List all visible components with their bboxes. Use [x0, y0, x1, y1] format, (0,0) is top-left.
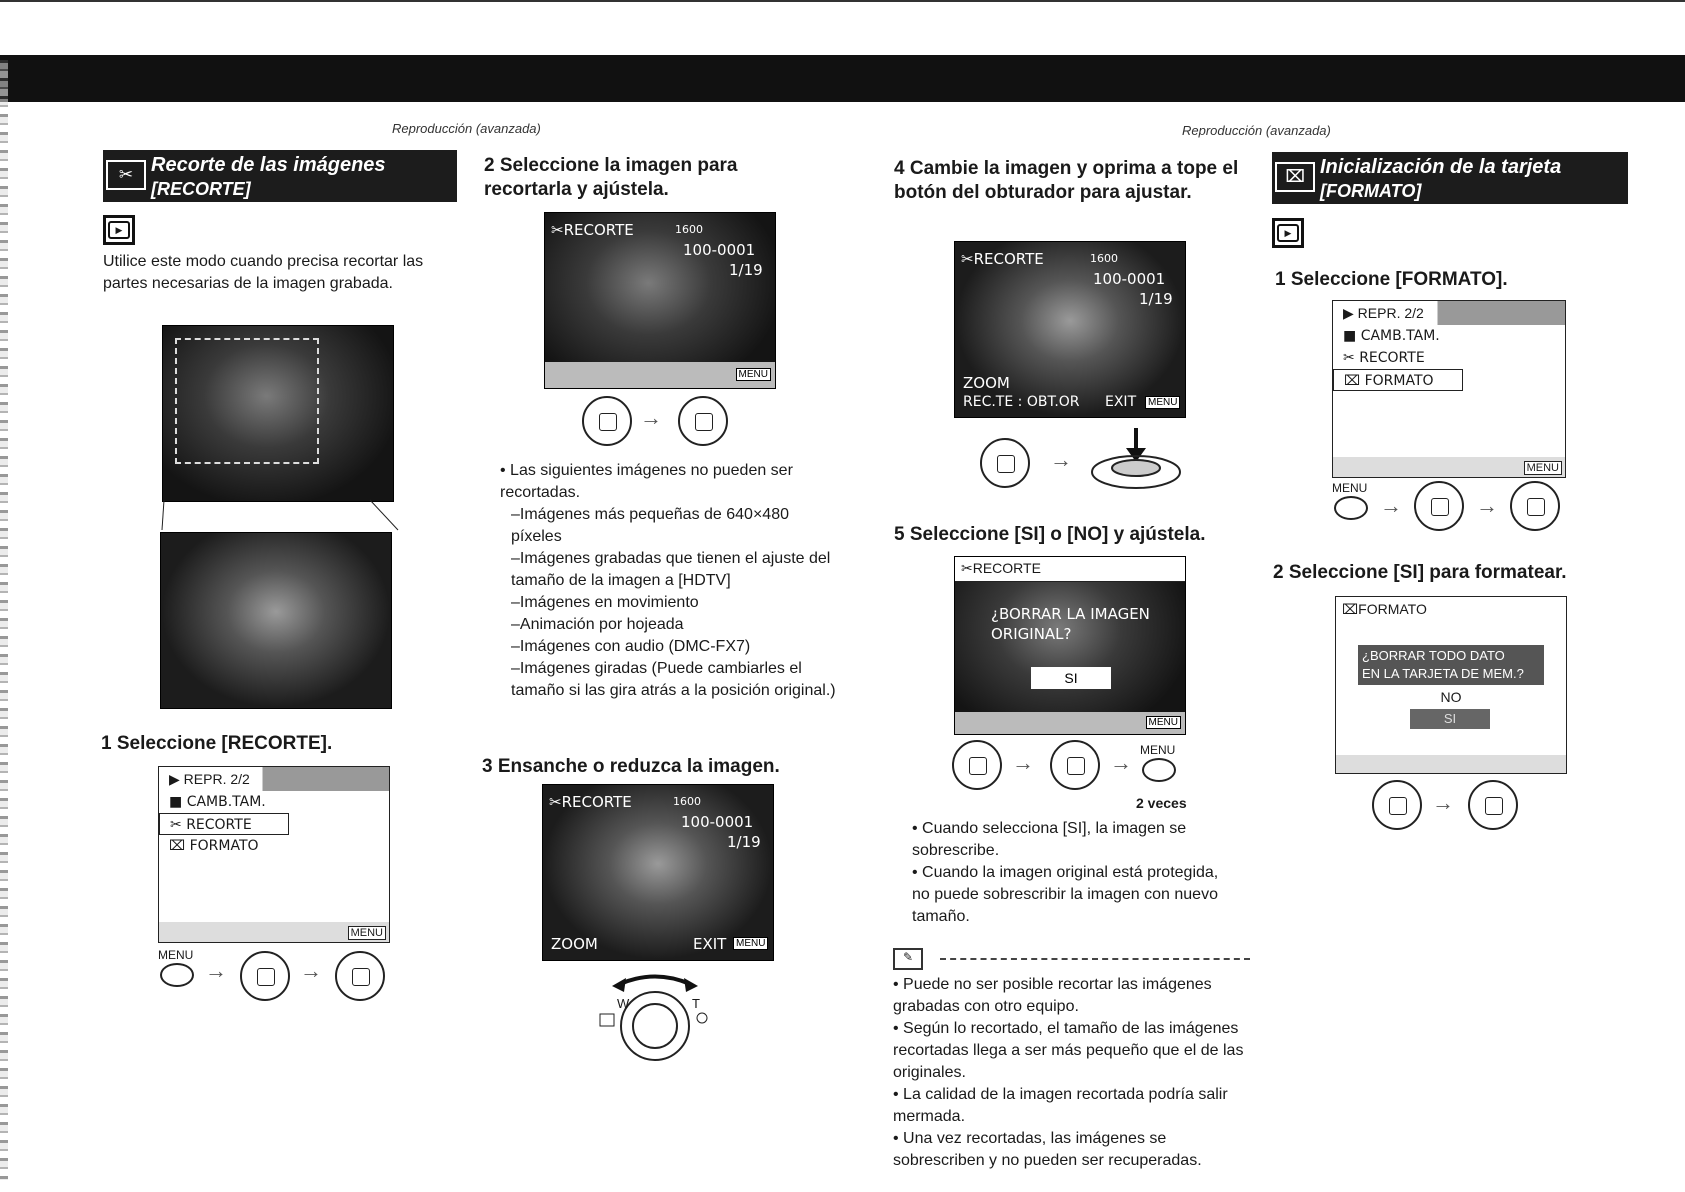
menu-item-format[interactable]	[1333, 369, 1463, 391]
section-title-recorte	[103, 150, 457, 202]
zoom-tele-label: T	[692, 996, 700, 1011]
menu-item-resize[interactable]	[159, 791, 389, 813]
menu-button-label: MENU	[158, 948, 194, 962]
question-line1: ¿BORRAR TODO DATO	[1362, 648, 1505, 663]
intro-text: Utilice este modo cuando precisa recortar las partes necesarias de la imagen grabada.	[103, 253, 424, 292]
note-item: • Puede no ser posible recortar las imágenes grabadas con otro equipo.	[893, 976, 1212, 1015]
dpad-up-down[interactable]	[952, 740, 1002, 790]
menu-page: 2/2	[1404, 305, 1424, 321]
playback-mode-icon: ▶	[103, 215, 135, 245]
exclusion-item: –Imágenes más pequeñas de 640×480 píxeles	[511, 506, 789, 545]
screen-format-confirm	[1335, 596, 1567, 774]
option-si[interactable]: SI	[1031, 667, 1111, 689]
arrow-icon: →	[1012, 750, 1034, 775]
screen-overwrite	[954, 556, 1186, 735]
playback-mode-icon: ▶	[1272, 218, 1304, 248]
menu-item-label: FORMATO	[1364, 373, 1434, 389]
step-2-heading	[1273, 561, 1567, 585]
dpad-right[interactable]	[1510, 481, 1560, 531]
format-question	[1358, 645, 1544, 685]
photo-cropped	[160, 532, 392, 709]
menu-head-label: REPR.	[183, 771, 227, 787]
format-icon: ⌧	[169, 838, 190, 854]
bullet-item: • Cuando la imagen original está protegida, no puede sobrescribir la imagen con nuevo tamaño.	[912, 864, 1219, 925]
arrow-icon: →	[1380, 493, 1402, 518]
arrow-icon: →	[1110, 750, 1132, 775]
option-si[interactable]: SI	[1410, 709, 1490, 729]
header-bar	[0, 55, 1685, 102]
arrow-icon: →	[1050, 447, 1072, 472]
play-icon: ▶	[1343, 305, 1354, 321]
question-line2: EN LA TARJETA DE MEM.?	[1362, 666, 1524, 681]
step-number: 1	[1275, 269, 1286, 290]
bullet-intro: • Las siguientes imágenes no pueden ser recortadas.	[500, 462, 793, 501]
exclusion-item: –Animación por hojeada	[511, 616, 684, 633]
menu-label: MENU	[733, 937, 768, 950]
screen-footer	[1336, 755, 1566, 773]
bullet-text: Cuando la imagen original está protegida, no puede sobrescribir la imagen con nuevo tamaño.	[912, 864, 1219, 925]
screen-mode-label: RECORTE	[973, 250, 1044, 268]
question-line2: ORIGINAL?	[991, 625, 1072, 643]
note-text: Puede no ser posible recortar las imágenes grabadas con otro equipo.	[893, 976, 1212, 1015]
step-4-heading	[894, 157, 1254, 205]
exit-label: EXIT	[693, 935, 727, 953]
option-no[interactable]: NO	[1440, 689, 1462, 705]
scissors-icon: ✂	[1343, 350, 1360, 366]
bullet-item: • Cuando selecciona [SI], la imagen se sobrescribe.	[912, 820, 1187, 859]
arrow-icon: →	[1432, 790, 1454, 815]
step-1-heading	[1275, 268, 1508, 292]
dpad-right[interactable]	[1468, 780, 1518, 830]
question-line1: ¿BORRAR LA IMAGEN	[991, 605, 1150, 623]
exclusion-list	[511, 504, 841, 702]
step-number: 2	[1273, 562, 1284, 583]
note-item: • Según lo recortado, el tamaño de las imágenes recortadas llega a ser más pequeño que el de las originales.	[893, 1020, 1244, 1081]
screen-mode-label: RECORTE	[972, 560, 1041, 576]
title-line2: [RECORTE]	[151, 179, 251, 199]
step-3-heading	[482, 755, 780, 779]
dpad-left-right[interactable]	[582, 396, 632, 446]
resize-icon: ■	[169, 794, 187, 810]
dpad-right[interactable]	[335, 951, 385, 1001]
scan-edge	[0, 60, 8, 1180]
crop-frame	[175, 338, 319, 464]
menu-item-label: CAMB.TAM.	[186, 794, 266, 810]
menu-button[interactable]	[1142, 758, 1176, 782]
menu-item-label: CAMB.TAM.	[1360, 328, 1440, 344]
menu-button[interactable]	[160, 963, 194, 987]
screen-zoom	[542, 784, 774, 961]
step-text: Seleccione [RECORTE].	[116, 733, 333, 754]
step5-notes	[912, 818, 1232, 928]
note-item: • La calidad de la imagen recortada podría salir mermada.	[893, 1086, 1228, 1125]
exclusion-item: –Imágenes giradas (Puede cambiarles el tamaño si las gira atrás a la posición original.)	[511, 660, 836, 699]
exclusion-item: –Imágenes grabadas que tienen el ajuste del tamaño de la imagen a [HDTV]	[511, 550, 831, 589]
screen-mode: ✂RECORTE	[551, 221, 634, 239]
play-icon: ▶	[169, 771, 180, 787]
exclusion-item: –Imágenes en movimiento	[511, 594, 699, 611]
format-icon: ⌧	[1344, 373, 1365, 389]
arrow-icon: →	[300, 958, 322, 983]
menu-item-label: RECORTE	[1359, 350, 1425, 366]
step-number: 4	[894, 158, 905, 179]
screen-crop-confirm	[954, 241, 1186, 418]
screen-title-label: FORMATO	[1358, 601, 1427, 617]
section-title-formato	[1272, 152, 1628, 204]
screen-mode: ✂RECORTE	[961, 250, 1044, 268]
screen-footer	[955, 712, 1185, 734]
step-2-heading	[484, 154, 824, 202]
menu-screen-formato	[1332, 300, 1566, 478]
dpad-right[interactable]	[1050, 740, 1100, 790]
menu-item-format[interactable]	[159, 835, 389, 857]
note-text: Una vez recortadas, las imágenes se sobrescriben y no pueden ser recuperadas.	[893, 1130, 1202, 1169]
menu-footer	[159, 922, 389, 942]
menu-item-recorte[interactable]	[1333, 347, 1565, 369]
dpad-up-down[interactable]	[1414, 481, 1464, 531]
step-text: Seleccione [SI] o [NO] y ajústela.	[909, 524, 1206, 545]
menu-label: MENU	[1524, 461, 1562, 475]
exclusion-item: –Imágenes con audio (DMC-FX7)	[511, 638, 751, 655]
screen-footer	[545, 362, 775, 388]
resolution: 1600	[673, 795, 701, 808]
running-head-left: Reproducción (avanzada)	[392, 121, 541, 136]
resolution: 1600	[1090, 252, 1118, 265]
menu-item-label: FORMATO	[189, 838, 259, 854]
step-text: Cambie la imagen y oprima a tope el botón del obturador para ajustar.	[894, 158, 1239, 203]
step-number: 2	[484, 155, 495, 176]
running-head-right: Reproducción (avanzada)	[1182, 123, 1331, 138]
screen-mode: ✂RECORTE	[549, 793, 632, 811]
menu-page: 2/2	[230, 771, 250, 787]
step-number: 3	[482, 756, 493, 777]
dpad-left-right[interactable]	[980, 438, 1030, 488]
menu-item-recorte[interactable]	[159, 813, 289, 835]
title-line1: Recorte de las imágenes	[151, 154, 386, 176]
menu-button-label: MENU	[1140, 743, 1176, 757]
file-number: 100-0001	[683, 241, 756, 259]
dpad-up-down[interactable]	[240, 951, 290, 1001]
screen-mode-label: RECORTE	[563, 221, 634, 239]
zoom-lever-icon	[590, 964, 720, 1064]
exit-label: EXIT	[1105, 394, 1137, 410]
menu-footer	[1333, 457, 1565, 477]
note-text: La calidad de la imagen recortada podría salir mermada.	[893, 1086, 1228, 1125]
menu-head-label: REPR.	[1357, 305, 1401, 321]
bullet-text: Las siguientes imágenes no pueden ser recortadas.	[500, 462, 793, 501]
note-icon: ✎	[893, 948, 923, 970]
menu-label: MENU	[1146, 716, 1181, 729]
menu-label: MENU	[736, 368, 771, 381]
format-icon: ⌧	[1275, 162, 1315, 192]
step-text: Seleccione [FORMATO].	[1290, 269, 1508, 290]
screen-title: ⌧FORMATO	[1342, 601, 1427, 617]
step-1-heading	[101, 732, 332, 756]
menu-head	[159, 767, 389, 791]
photo-original	[162, 325, 394, 502]
screen-select-image	[544, 212, 776, 389]
step-number: 5	[894, 524, 905, 545]
title-line2: [FORMATO]	[1320, 181, 1422, 201]
note-item: • Una vez recortadas, las imágenes se sobrescriben y no pueden ser recuperadas.	[893, 1130, 1202, 1169]
dpad-up-down[interactable]	[1372, 780, 1422, 830]
file-number: 100-0001	[1093, 270, 1166, 288]
menu-button-label: MENU	[1332, 481, 1368, 495]
step-text: Seleccione [SI] para formatear.	[1288, 562, 1567, 583]
arrow-icon: →	[205, 958, 227, 983]
menu-label: MENU	[348, 926, 386, 940]
image-count: 1/19	[729, 261, 763, 279]
top-border-line	[0, 0, 1685, 2]
image-count: 1/19	[727, 833, 761, 851]
scissors-icon: ✂	[106, 160, 146, 190]
screen-mode-label: RECORTE	[561, 793, 632, 811]
scissors-icon: ✂	[170, 817, 187, 833]
zoom-wide-label: W	[617, 996, 630, 1011]
title-line1: Inicialización de la tarjeta	[1320, 156, 1562, 178]
press-times: 2 veces	[1136, 795, 1187, 811]
zoom-lines	[160, 498, 400, 532]
menu-item-resize[interactable]	[1333, 325, 1565, 347]
notes-list	[893, 974, 1253, 1172]
zoom-label: ZOOM	[551, 935, 598, 953]
arrow-icon: →	[1476, 493, 1498, 518]
step-number: 1	[101, 733, 112, 754]
screen-mode: ✂RECORTE	[961, 560, 1041, 576]
screen-header	[955, 557, 1185, 582]
note-text: Según lo recortado, el tamaño de las imágenes recortadas llega a ser más pequeño que el de las originales.	[893, 1020, 1244, 1081]
menu-label: MENU	[1145, 396, 1180, 409]
menu-screen-recorte	[158, 766, 390, 943]
step-text: Ensanche o reduzca la imagen.	[497, 756, 780, 777]
step-text: Seleccione la imagen para recortarla y ajústela.	[484, 155, 738, 200]
shutter-button-icon	[1088, 428, 1184, 494]
dpad-down[interactable]	[678, 396, 728, 446]
file-number: 100-0001	[681, 813, 754, 831]
menu-button[interactable]	[1334, 496, 1368, 520]
note-divider	[940, 958, 1250, 960]
zoom-label: ZOOM	[963, 374, 1010, 392]
rec-shutter-label: REC.TE : OBT.OR	[963, 394, 1080, 410]
resolution: 1600	[675, 223, 703, 236]
bullet-text: Cuando selecciona [SI], la imagen se sobrescribe.	[912, 820, 1187, 859]
menu-head	[1333, 301, 1565, 325]
resize-icon: ■	[1343, 328, 1361, 344]
image-count: 1/19	[1139, 290, 1173, 308]
step-5-heading	[894, 523, 1206, 547]
menu-item-label: RECORTE	[186, 817, 252, 833]
arrow-icon: →	[640, 405, 662, 430]
